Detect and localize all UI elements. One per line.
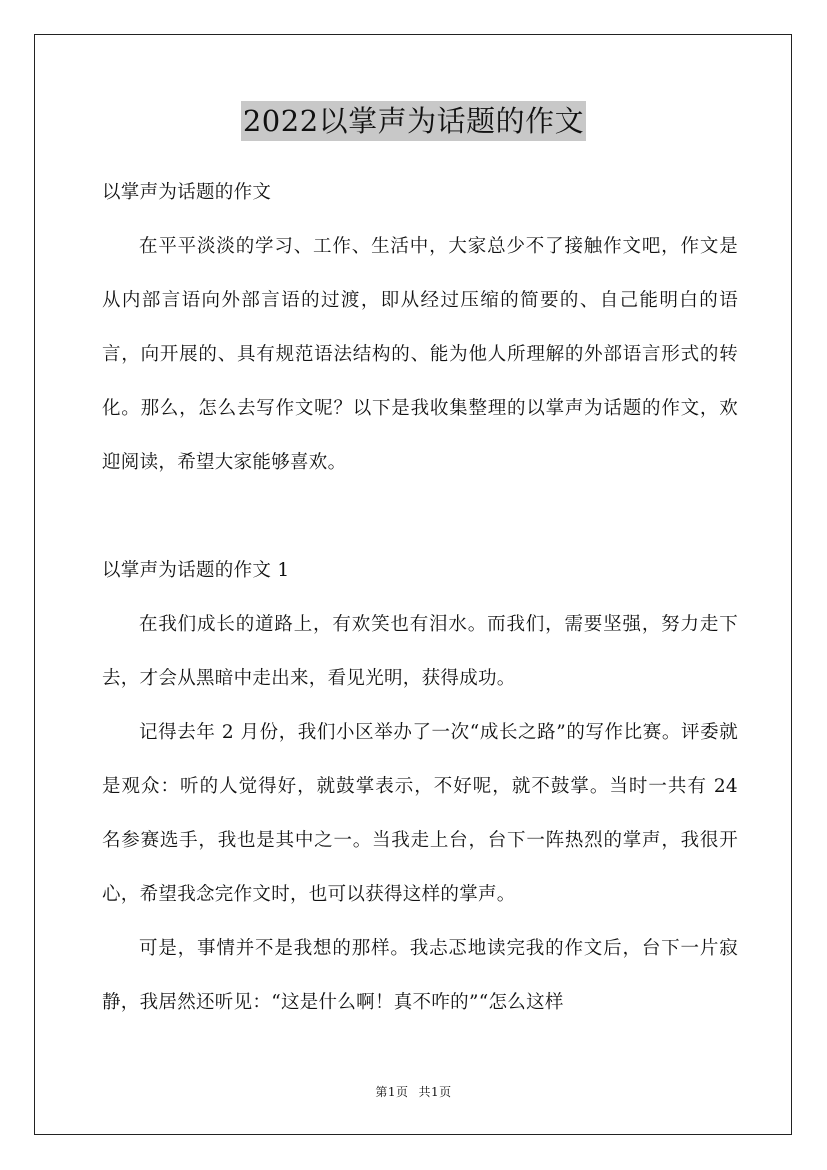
document-body xyxy=(102,166,738,1030)
essay-1-paragraph-1: 在我们成长的道路上，有欢笑也有泪水。而我们，需要坚强，努力走下去，才会从黑暗中走出来，看见光明，获得成功。 xyxy=(102,614,738,689)
page-footer xyxy=(0,1082,827,1102)
essay-1-paragraph-2: 记得去年 2 月份，我们小区举办了一次“成长之路”的写作比赛。评委就是观众：听的人觉得好，就鼓掌表示，不好呢，就不鼓掌。当时一共有 24 名参赛选手，我也是其中之一。当我走上台，台下一阵热烈的掌声，我很开心，希望我念完作文时，也可以获得这样的掌声。 xyxy=(102,722,738,905)
title-wrap xyxy=(0,101,827,141)
document-title: 2022以掌声为话题的作文 xyxy=(241,101,586,141)
page-total: 共1页 xyxy=(418,1085,452,1099)
essay-1-paragraph-3: 可是，事情并不是我想的那样。我忐忑地读完我的作文后，台下一片寂静，我居然还听见：“这是什么啊！真不咋的”“怎么这样 xyxy=(102,938,738,1013)
intro-heading: 以掌声为话题的作文 xyxy=(102,182,272,203)
intro-paragraph: 在平平淡淡的学习、工作、生活中，大家总少不了接触作文吧，作文是从内部言语向外部言语的过渡，即从经过压缩的简要的、自己能明白的语言，向开展的、具有规范语法结构的、能为他人所理解的外部语言形式的转化。那么，怎么去写作文呢？以下是我收集整理的以掌声为话题的作文，欢迎阅读，希望大家能够喜欢。 xyxy=(102,236,738,473)
page-number: 第1页 xyxy=(375,1085,409,1099)
essay-1-heading: 以掌声为话题的作文 1 xyxy=(102,560,290,581)
